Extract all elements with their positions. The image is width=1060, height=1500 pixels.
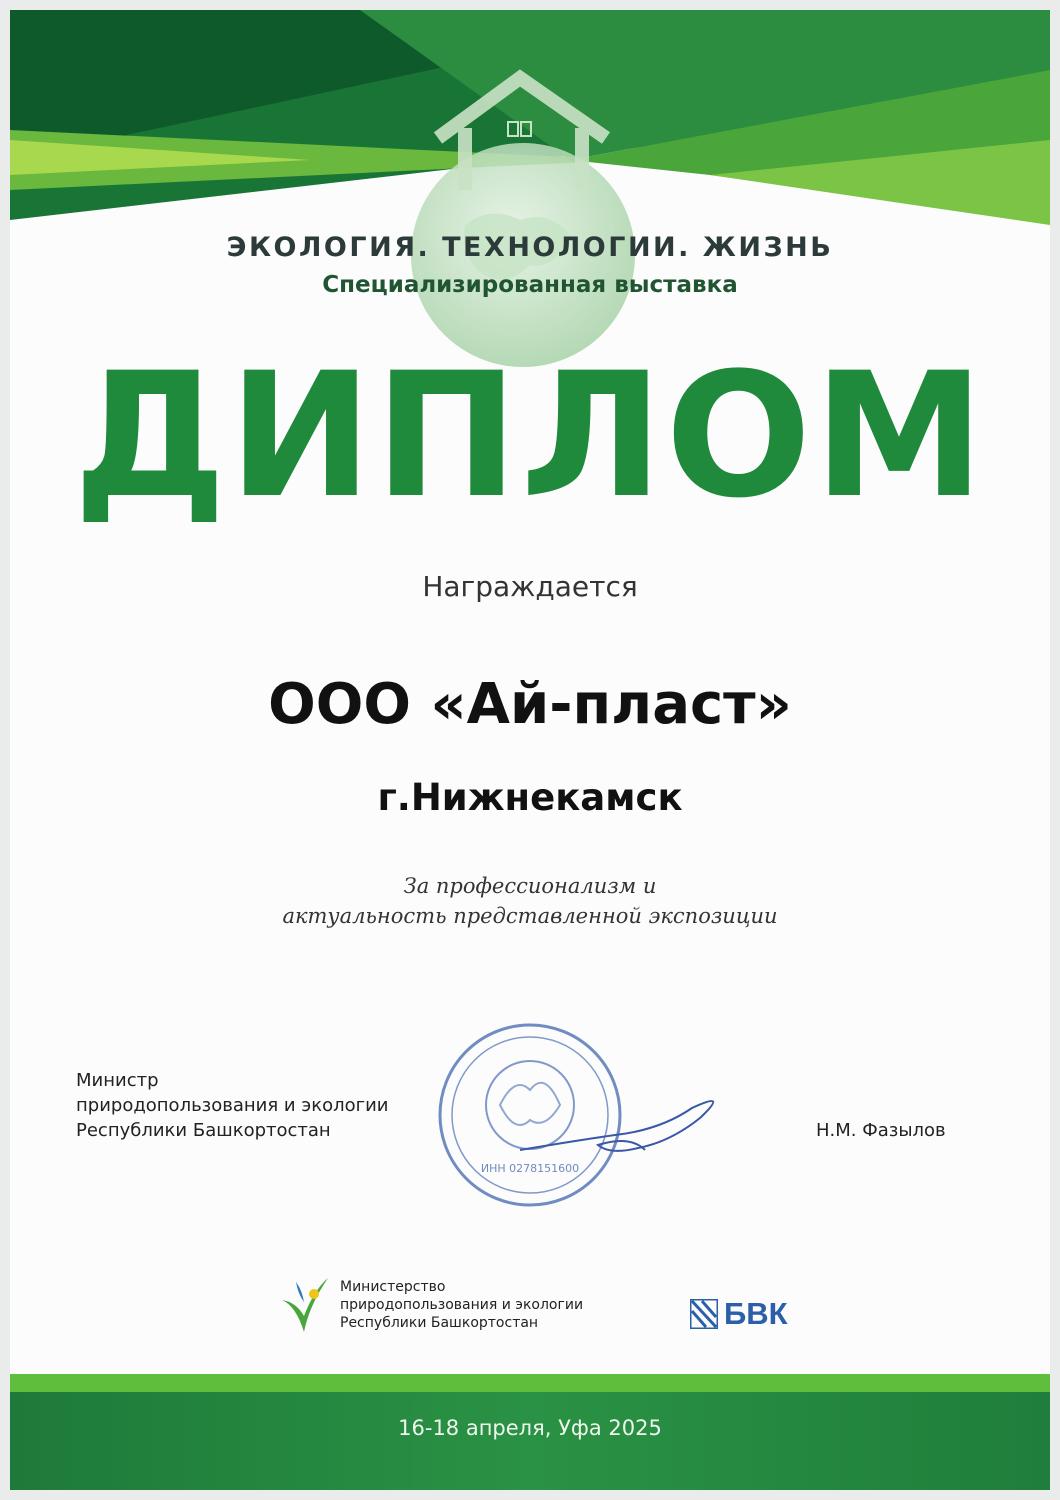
ministry-line: Министерство [340,1279,446,1295]
bvk-logo-text: БВК [724,1296,788,1331]
signer-position [76,1068,388,1143]
awarded-label: Награждается [422,570,638,603]
official-stamp-icon [430,1020,740,1210]
exhibition-subtitle: Специализированная выставка [322,272,738,298]
position-line: Республики Башкортостан [76,1120,331,1141]
footer-accent-stripe [10,1374,1050,1392]
position-line: Министр [76,1070,159,1091]
recipient-city: г.Нижнекамск [377,776,683,819]
ministry-line: природопользования и экологии [340,1297,584,1313]
award-reason-line-1: За профессионализм и [403,874,657,898]
position-line: природопользования и экологии [76,1095,389,1116]
svg-text:ИНН 0278151600: ИНН 0278151600 [480,1162,580,1175]
recipient-name: ООО «Ай-пласт» [268,672,792,737]
ministry-line: Республики Башкортостан [340,1315,539,1331]
ministry-logo-text [340,1278,583,1332]
diploma-heading: ДИПЛОМ [73,335,987,536]
ministry-logo-icon [274,1272,336,1336]
header-decoration [10,10,1050,370]
signer-name: Н.М. Фазылов [816,1120,946,1141]
award-reason-line-2: актуальность представленной экспозиции [282,904,778,928]
bvk-logo-icon [690,1299,718,1329]
bvk-logo [690,1294,788,1334]
diploma-sheet [10,10,1050,1490]
event-dates: 16-18 апреля, Уфа 2025 [398,1416,662,1440]
exhibition-title: ЭКОЛОГИЯ. ТЕХНОЛОГИИ. ЖИЗНЬ [226,232,834,263]
